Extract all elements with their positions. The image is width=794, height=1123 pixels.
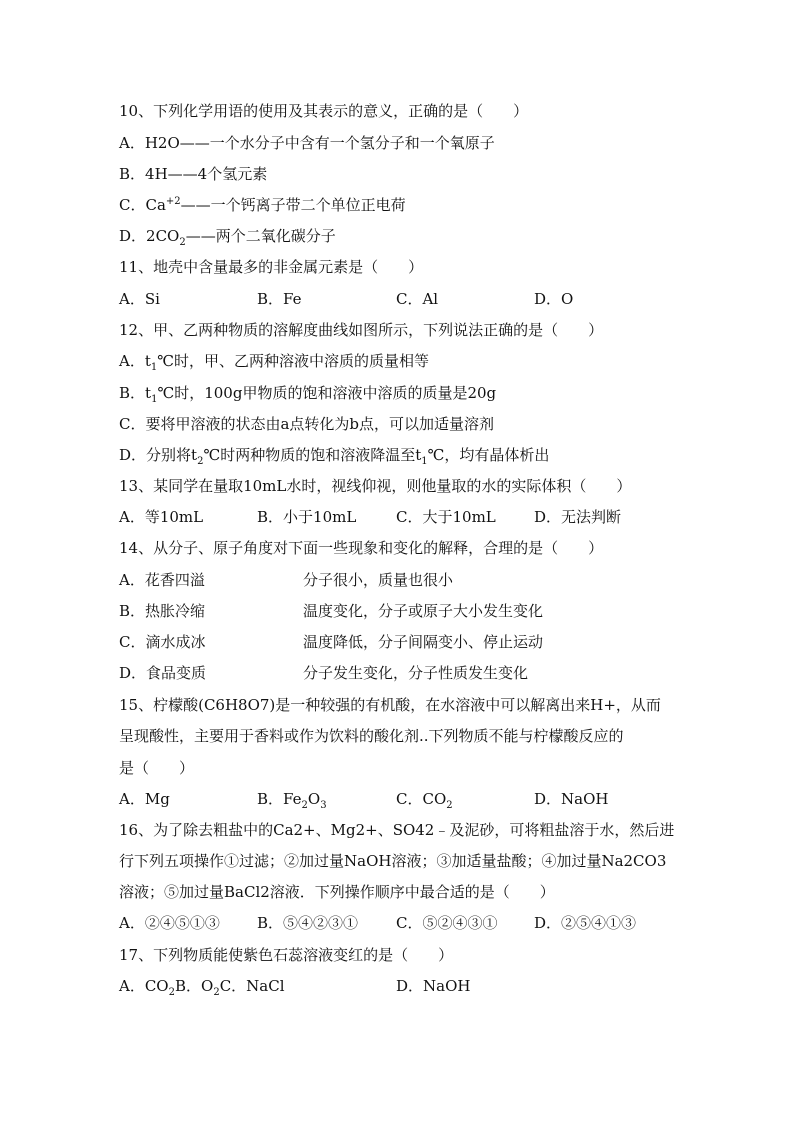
q14-row (119, 663, 679, 683)
q15-option-a: A．Mg (119, 790, 170, 808)
q12-d-mid: ℃时两种物质的饱和溶液降温至t (203, 446, 422, 464)
q15-stem-line3: 是（ ） (119, 759, 195, 777)
q12-d-pre: D．分别将t (119, 446, 198, 464)
q17-a: A．CO (119, 977, 169, 995)
q17-b: B．O (174, 977, 214, 995)
q15-c-sub: 2 (446, 800, 453, 811)
q12-option-a (119, 351, 429, 371)
q14-stem: 14、从分子、原子角度对下面一些现象和变化的解释，合理的是（ ） (119, 539, 604, 557)
q17-option-d: D．NaOH (396, 977, 471, 995)
q14-row-phenomenon: B．热胀冷缩 (119, 602, 206, 620)
q16-stem-line1: 16、为了除去粗盐中的Ca2+、Mg2+、SO42﹣及泥砂，可将粗盐溶于水，然后进 (119, 821, 675, 839)
q13-option-b: B．小于10mL (257, 508, 357, 526)
q15-options (119, 789, 679, 809)
q17-a-sub: 2 (168, 987, 175, 998)
q11-stem: 11、地壳中含量最多的非金属元素是（ ） (119, 258, 424, 276)
q14-row-phenomenon: D．食品变质 (119, 664, 207, 682)
q10-option-d (119, 226, 336, 246)
q15-option-c (396, 789, 453, 809)
q15-c-pre: C．CO (396, 790, 447, 808)
q13-option-d: D．无法判断 (534, 508, 622, 526)
q14-row-phenomenon: C．滴水成冰 (119, 633, 206, 651)
q12-b-pre: B．t (119, 384, 152, 402)
q12-a-post: ℃时，甲、乙两种溶液中溶质的质量相等 (157, 352, 430, 370)
q15-option-b (257, 789, 327, 809)
q11-options (119, 289, 679, 309)
q11-option-b: B．Fe (257, 290, 302, 308)
q15-b-pre: B．Fe (257, 790, 302, 808)
q10-d-post: ——两个二氧化碳分子 (185, 227, 336, 245)
q11-option-a: A．Si (119, 290, 160, 308)
q12-a-sub: 1 (150, 362, 158, 373)
q16-option-c: C．⑤②④③① (396, 914, 498, 932)
q14-row-explanation: 分子发生变化，分子性质发生变化 (303, 664, 529, 682)
q14-row-explanation: 分子很小，质量也很小 (303, 571, 454, 589)
q17-stem: 17、下列物质能使紫色石蕊溶液变红的是（ ） (119, 946, 454, 964)
q10-option-b: B．4H——4个氢元素 (119, 165, 268, 183)
q17-options (119, 976, 679, 996)
q12-option-b (119, 383, 496, 403)
q10-stem: 10、下列化学用语的使用及其表示的意义，正确的是（ ） (119, 102, 529, 120)
q10-option-a: A．H2O——一个水分子中含有一个氢分子和一个氧原子 (119, 134, 495, 152)
q14-row (119, 601, 679, 621)
q11-option-d: D．O (534, 290, 574, 308)
q16-option-b: B．⑤④②③① (257, 914, 359, 932)
q10-c-post: ——一个钙离子带二个单位正电荷 (180, 196, 406, 214)
q16-stem-line2: 行下列五项操作①过滤；②加过量NaOH溶液；③加适量盐酸；④加过量Na2CO3 (119, 852, 667, 870)
q10-d-sub: 2 (179, 237, 186, 248)
q17-b-sub: 2 (213, 987, 220, 998)
q16-option-d: D．②⑤④①③ (534, 914, 637, 932)
q15-option-d: D．NaOH (534, 790, 609, 808)
q15-b-sub2: 3 (320, 800, 327, 811)
q15-b-sub1: 2 (301, 800, 308, 811)
q12-b-post: ℃时，100g甲物质的饱和溶液中溶质的质量是20g (157, 384, 497, 402)
q10-d-pre: D．2CO (119, 227, 180, 245)
q17-options-abc (119, 976, 285, 996)
q10-option-c (119, 195, 406, 215)
q13-option-c: C．大于10mL (396, 508, 496, 526)
q14-row (119, 570, 679, 590)
q13-options (119, 507, 679, 527)
q12-d-sub2: 1 (421, 456, 428, 467)
q12-d-post: ℃，均有晶体析出 (427, 446, 550, 464)
q16-option-a: A．②④⑤①③ (119, 914, 220, 932)
q15-b-mid: O (307, 790, 321, 808)
q11-option-c: C．Al (396, 290, 439, 308)
q15-stem-line2: 呈现酸性，主要用于香料或作为饮料的酸化剂..下列物质不能与柠檬酸反应的 (119, 727, 624, 745)
q13-stem: 13、某同学在量取10mL水时，视线仰视，则他量取的水的实际体积（ ） (119, 477, 632, 495)
q16-options (119, 913, 679, 933)
q12-b-sub: 1 (151, 394, 158, 405)
q14-row-phenomenon: A．花香四溢 (119, 571, 205, 589)
q14-row (119, 632, 679, 652)
q17-c: C．NaCl (219, 977, 285, 995)
q12-stem: 12、甲、乙两种物质的溶解度曲线如图所示，下列说法正确的是（ ） (119, 321, 604, 339)
q15-stem-line1: 15、柠檬酸(C6H8O7)是一种较强的有机酸，在水溶液中可以解离出来H+，从而 (119, 696, 661, 714)
q12-option-c: C．要将甲溶液的状态由a点转化为b点，可以加适量溶剂 (119, 415, 495, 433)
q16-stem-line3: 溶液；⑤加过量BaCl2溶液．下列操作顺序中最合适的是（ ） (119, 883, 555, 901)
q10-c-pre: C．Ca (119, 196, 166, 214)
q12-option-d (119, 445, 549, 465)
q12-a-pre: A．t (119, 352, 151, 370)
q14-row-explanation: 温度变化，分子或原子大小发生变化 (303, 602, 544, 620)
q14-row-explanation: 温度降低，分子间隔变小、停止运动 (303, 633, 544, 651)
q10-c-sup: +2 (165, 196, 181, 207)
q13-option-a: A．等10mL (119, 508, 204, 526)
q12-d-sub1: 2 (197, 456, 204, 467)
